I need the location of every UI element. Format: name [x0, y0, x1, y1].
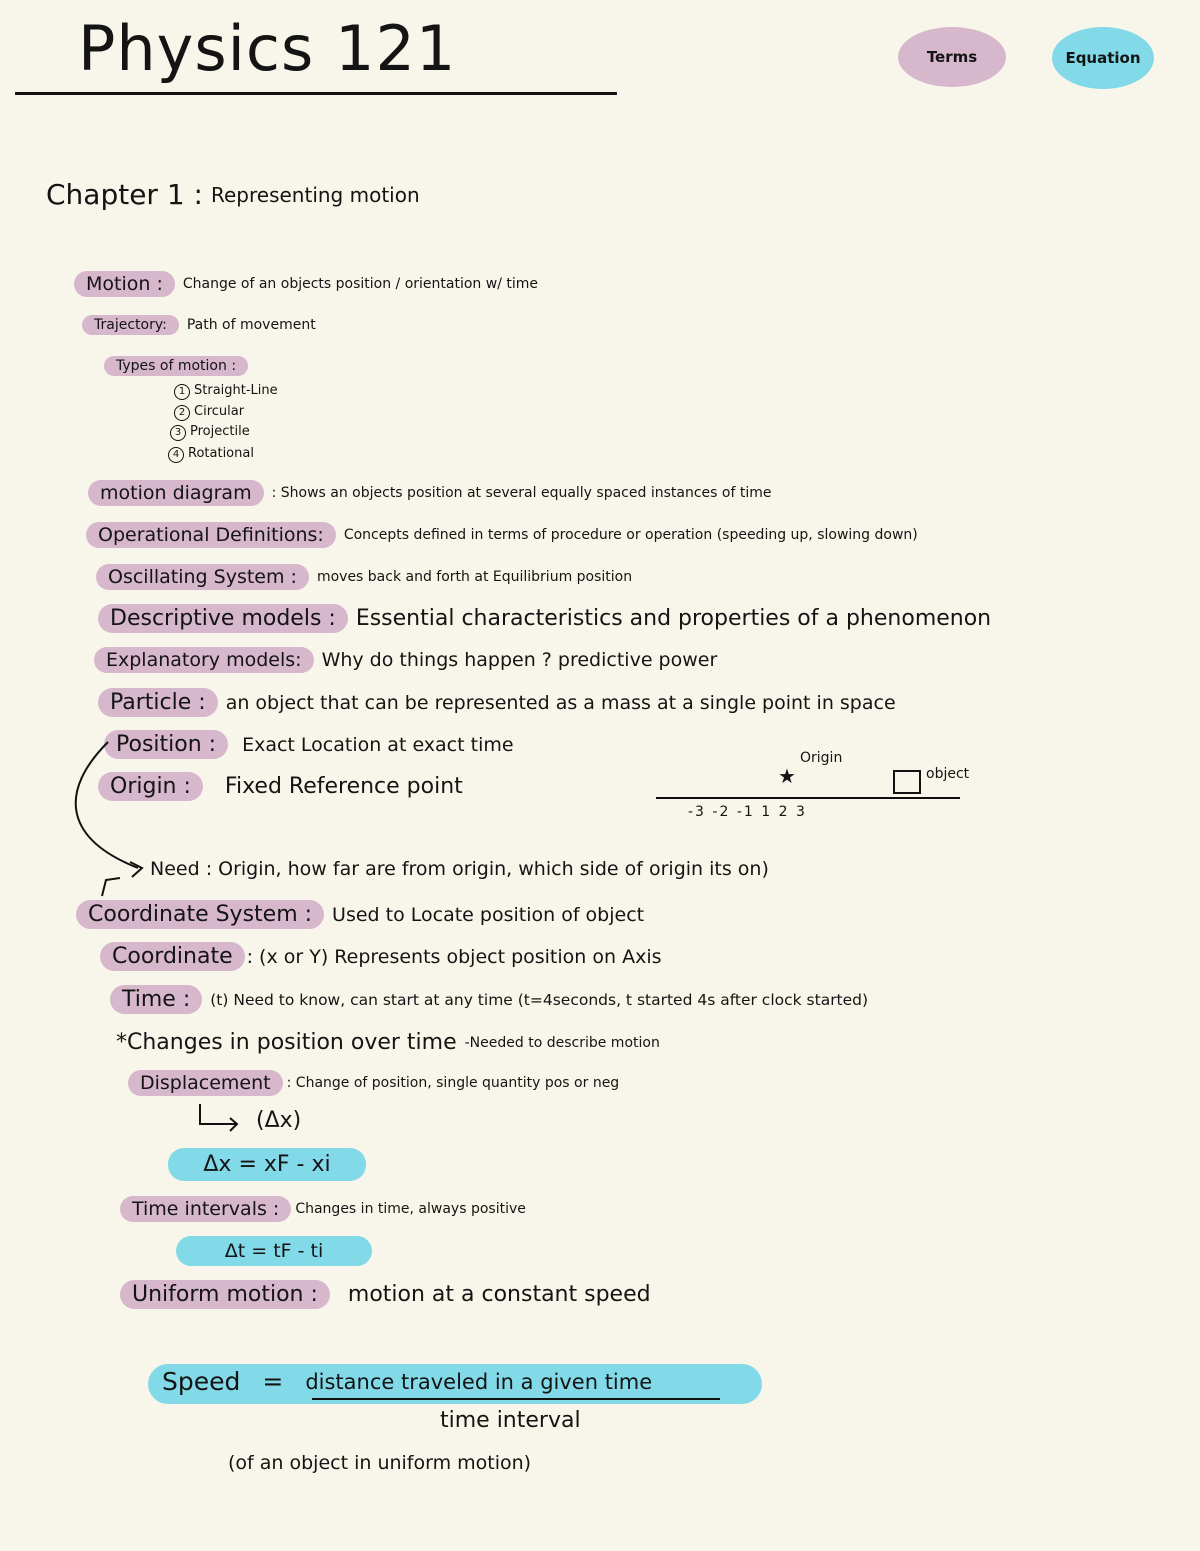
displacement-symbol: (Δx): [256, 1108, 302, 1133]
def-position: Exact Location at exact time: [242, 733, 514, 756]
entry-time-intervals: [120, 1196, 526, 1222]
time-interval-equation: Δt = tF - ti: [176, 1236, 372, 1266]
term-origin: Origin :: [98, 772, 203, 801]
list-item: 3 Projectile: [170, 424, 250, 441]
chapter-topic: Representing motion: [211, 182, 420, 207]
def-uniform-motion: motion at a constant speed: [347, 1282, 651, 1307]
number-line-origin-label: Origin: [800, 750, 843, 766]
speed-denominator: time interval: [440, 1408, 581, 1433]
term-coordinate-system: Coordinate System :: [76, 900, 324, 929]
def-coordinate: : (x or Y) Represents object position on Axis: [246, 945, 662, 968]
list-item: 2 Circular: [174, 404, 244, 421]
term-trajectory: Trajectory:: [82, 315, 179, 335]
number-line-ticks: -3 -2 -1 1 2 3: [688, 804, 807, 820]
term-oscillating-system: Oscillating System :: [96, 564, 309, 590]
list-item: 1 Straight-Line: [174, 383, 278, 400]
term-types-of-motion: Types of motion :: [104, 356, 248, 376]
speed-lhs: Speed: [162, 1367, 241, 1396]
legend-equations: Equation: [1052, 27, 1154, 89]
speed-note: (of an object in uniform motion): [228, 1452, 532, 1474]
term-coordinate: Coordinate: [100, 942, 245, 971]
list-item: 4 Rotational: [168, 446, 254, 463]
def-displacement: : Change of position, single quantity pos or neg: [286, 1075, 620, 1091]
chapter-label: Chapter 1 :: [46, 178, 203, 211]
need-note: Need : Origin, how far are from origin, which side of origin its on): [150, 858, 769, 880]
def-trajectory: Path of movement: [186, 317, 316, 333]
term-time: Time :: [110, 985, 202, 1014]
number-line-object-label: object: [926, 766, 970, 782]
entry-uniform-motion: [120, 1280, 651, 1309]
speed-equation: [162, 1367, 652, 1396]
def-motion: Change of an objects position / orientation w/ time: [182, 276, 538, 292]
term-motion-diagram: motion diagram: [88, 480, 264, 506]
term-descriptive-models: Descriptive models :: [98, 604, 348, 633]
def-particle: an object that can be represented as a mass at a single point in space: [225, 691, 896, 714]
star-icon: *: [116, 1030, 127, 1055]
changes-note-rest: -Needed to describe motion: [464, 1034, 660, 1051]
term-motion: Motion :: [74, 271, 175, 297]
def-oscillating-system: moves back and forth at Equilibrium position: [316, 569, 633, 585]
def-operational-definitions: Concepts defined in terms of procedure or operation (speeding up, slowing down): [343, 527, 918, 543]
fraction-bar: [312, 1398, 720, 1400]
def-time: (t) Need to know, can start at any time (t=4seconds, t started 4s after clock started): [210, 990, 869, 1009]
def-time-intervals: Changes in time, always positive: [295, 1201, 526, 1217]
def-descriptive-models: Essential characteristics and properties of a phenomenon: [355, 606, 992, 631]
star-icon: ★: [778, 764, 796, 788]
term-displacement: Displacement: [128, 1070, 283, 1096]
speed-equals: =: [262, 1367, 284, 1396]
legend-terms: Terms: [898, 27, 1006, 87]
term-time-intervals: Time intervals :: [120, 1196, 291, 1222]
def-motion-diagram: : Shows an objects position at several equally spaced instances of time: [271, 485, 772, 501]
term-particle: Particle :: [98, 688, 218, 717]
def-explanatory-models: Why do things happen ? predictive power: [321, 649, 718, 671]
def-origin: Fixed Reference point: [224, 774, 463, 799]
term-position: Position :: [104, 730, 228, 759]
page-title: Physics 121: [78, 12, 457, 85]
term-uniform-motion: Uniform motion :: [120, 1280, 330, 1309]
term-operational-definitions: Operational Definitions:: [86, 522, 336, 548]
def-coordinate-system: Used to Locate position of object: [332, 903, 645, 926]
term-explanatory-models: Explanatory models:: [94, 647, 314, 673]
changes-note-text: Changes in position over time: [127, 1030, 457, 1055]
displacement-equation: Δx = xF - xi: [168, 1148, 366, 1181]
speed-numerator: distance traveled in a given time: [305, 1369, 653, 1394]
